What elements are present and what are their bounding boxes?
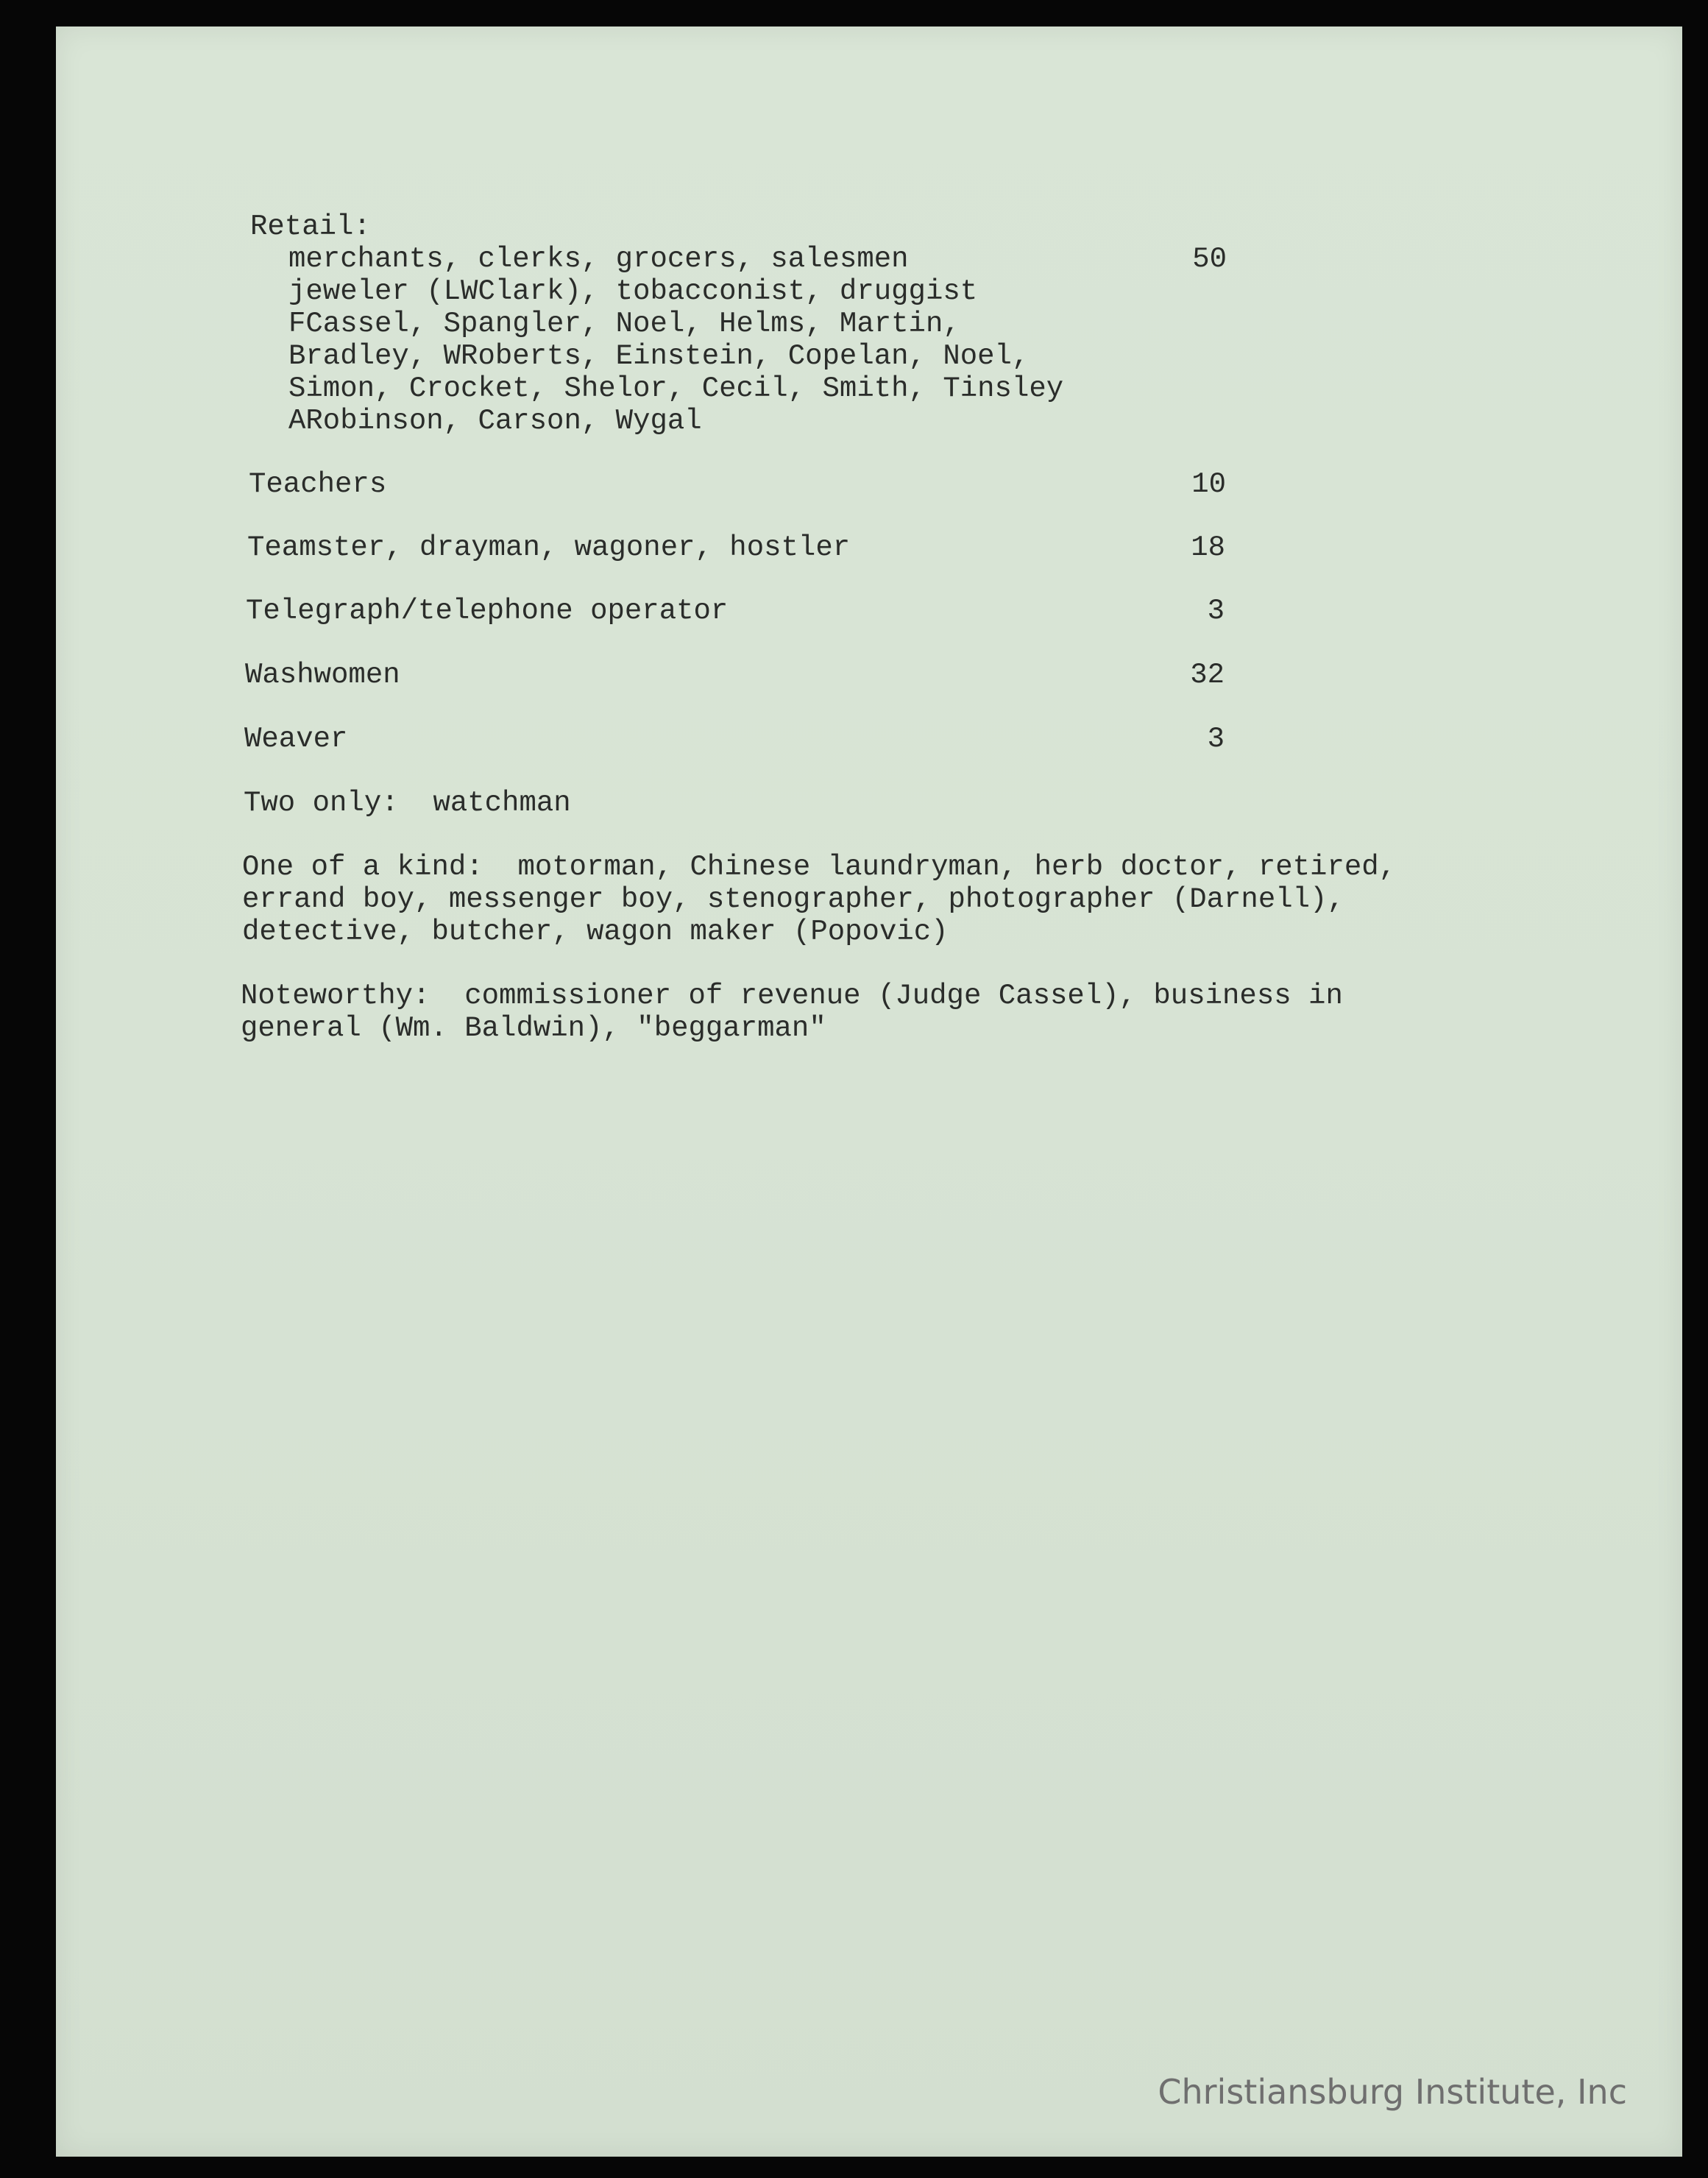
retail-line: Bradley, WRoberts, Einstein, Copelan, Noel,: [288, 340, 1030, 372]
one-of-a-kind-line: One of a kind: motorman, Chinese laundryman, herb doctor, retired,: [242, 851, 1397, 883]
entry-label: Weaver: [244, 723, 348, 755]
document-page: [56, 26, 1682, 2157]
retail-heading: Retail:: [250, 211, 371, 243]
entry-count: 3: [1207, 595, 1225, 627]
entry-label: Telegraph/telephone operator: [246, 595, 729, 627]
entry-label: Teachers: [249, 468, 387, 501]
retail-count: 50: [1192, 243, 1227, 275]
retail-line: merchants, clerks, grocers, salesmen: [288, 243, 909, 275]
entry-label: Teamster, drayman, wagoner, hostler: [247, 531, 851, 564]
two-only-line: Two only: watchman: [244, 787, 571, 819]
entry-count: 3: [1207, 723, 1225, 755]
one-of-a-kind-line: detective, butcher, wagon maker (Popovic): [242, 916, 949, 948]
entry-count: 10: [1191, 468, 1226, 501]
entry-count: 32: [1190, 659, 1225, 691]
watermark: Christiansburg Institute, Inc: [1158, 2072, 1627, 2112]
retail-line: jeweler (LWClark), tobacconist, druggist: [288, 275, 978, 308]
retail-line: Simon, Crocket, Shelor, Cecil, Smith, Tinsley: [288, 372, 1064, 405]
noteworthy-line: general (Wm. Baldwin), "beggarman": [241, 1012, 826, 1044]
retail-line: ARobinson, Carson, Wygal: [288, 405, 702, 437]
one-of-a-kind-line: errand boy, messenger boy, stenographer, photographer (Darnell),: [242, 883, 1344, 916]
retail-line: FCassel, Spangler, Noel, Helms, Martin,: [288, 308, 960, 340]
entry-count: 18: [1191, 531, 1225, 564]
entry-label: Washwomen: [245, 659, 400, 691]
noteworthy-line: Noteworthy: commissioner of revenue (Judge Cassel), business in: [241, 980, 1343, 1012]
